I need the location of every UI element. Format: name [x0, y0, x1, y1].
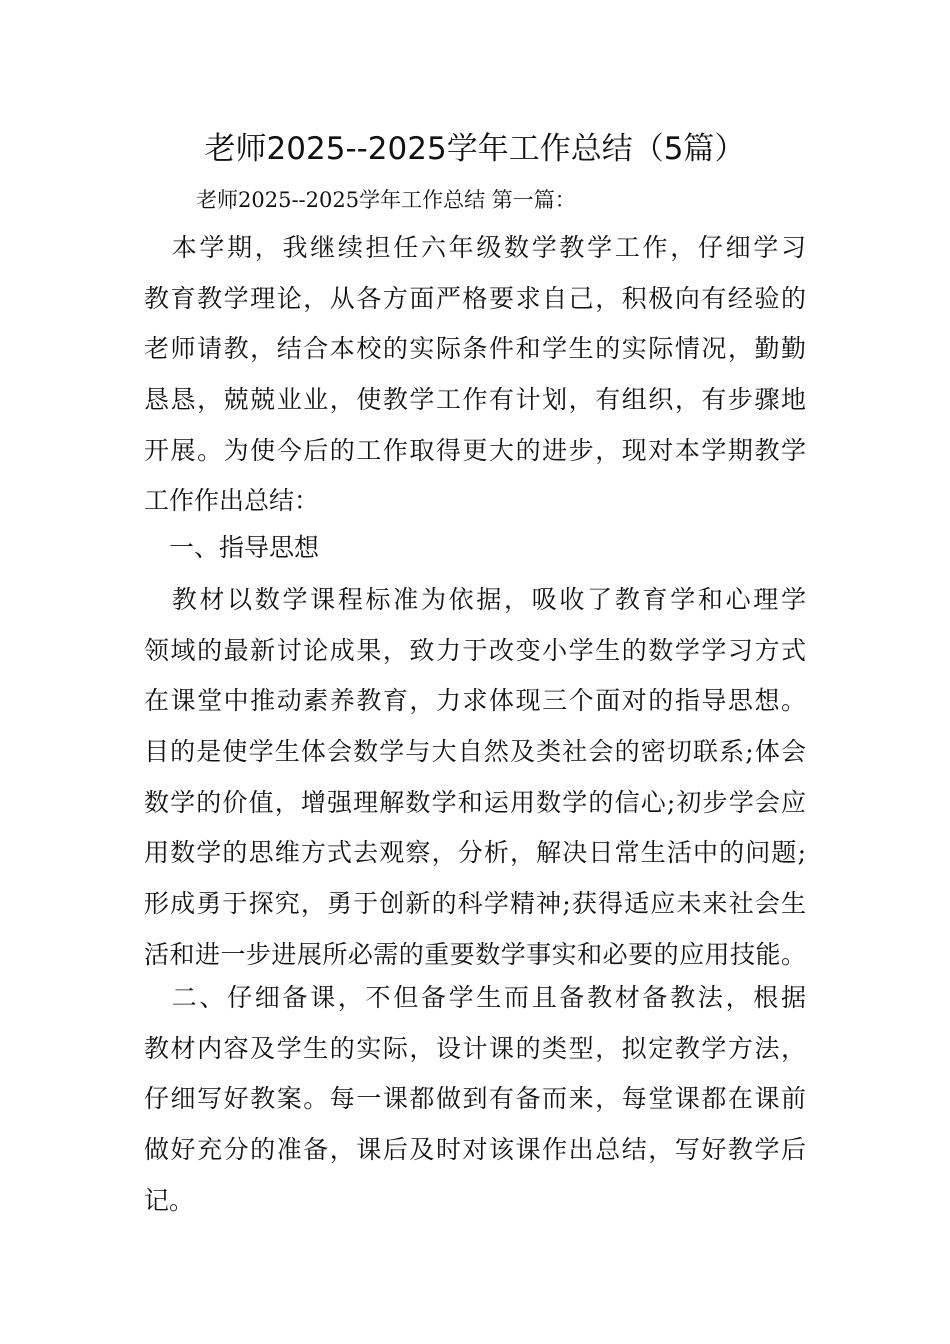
paragraph-line: 仔细写好教案。每一课都做到有备而来，每堂课都在课前: [144, 1084, 806, 1114]
paragraph-line: 用数学的思维方式去观察，分析，解决日常生活中的问题;: [144, 838, 806, 868]
section-heading-guiding-thought: [144, 523, 806, 574]
paragraph-line: 本学期，我继续担任六年级数学教学工作，仔细学习: [144, 233, 806, 262]
paragraph-line: 在课堂中推动素养教育，力求体现三个面对的指导思想。: [144, 686, 806, 716]
section-subtitle: 老师2025--2025学年工作总结 第一篇：: [196, 188, 576, 212]
paragraph-line: 恳恳，兢兢业业，使教学工作有计划，有组织，有步骤地: [144, 385, 806, 415]
paragraph-line: 教材以数学课程标准为依据，吸收了教育学和心理学: [144, 585, 806, 614]
paragraph-lesson-prep: [144, 973, 806, 1226]
paragraph-line: 教材内容及学生的实际，设计课的类型，拟定教学方法，: [144, 1033, 806, 1063]
paragraph-line: 开展。为使今后的工作取得更大的进步，现对本学期教学: [144, 435, 806, 465]
paragraph-line: 记。: [144, 1185, 195, 1215]
paragraph-line: 目的是使学生体会数学与大自然及类社会的密切联系;体会: [144, 737, 806, 767]
document-title: 老师2025--2025学年工作总结（5篇）: [204, 131, 746, 167]
paragraph-line: 活和进一步进展所必需的重要数学事实和必要的应用技能。: [144, 939, 806, 969]
paragraph-line: 数学的价值，增强理解数学和运用数学的信心;初步学会应: [144, 787, 806, 817]
paragraph-guiding-thought: [144, 575, 806, 981]
paragraph-line: 教育教学理论，从各方面严格要求自己，积极向有经验的: [144, 283, 806, 313]
heading-line: 一、指导思想: [144, 533, 320, 562]
paragraph-intro: [144, 223, 806, 527]
paragraph-line: 工作作出总结：: [144, 486, 320, 516]
paragraph-line: 形成勇于探究，勇于创新的科学精神;获得适应未来社会生: [144, 889, 806, 919]
paragraph-line: 领域的最新讨论成果，致力于改变小学生的数学学习方式: [144, 635, 806, 665]
paragraph-line: 做好充分的准备，课后及时对该课作出总结，写好教学后: [144, 1135, 806, 1165]
paragraph-line: 老师请教，结合本校的实际条件和学生的实际情况，勤勤: [144, 334, 806, 364]
paragraph-line: 二、仔细备课，不但备学生而且备教材备教法，根据: [144, 983, 806, 1012]
